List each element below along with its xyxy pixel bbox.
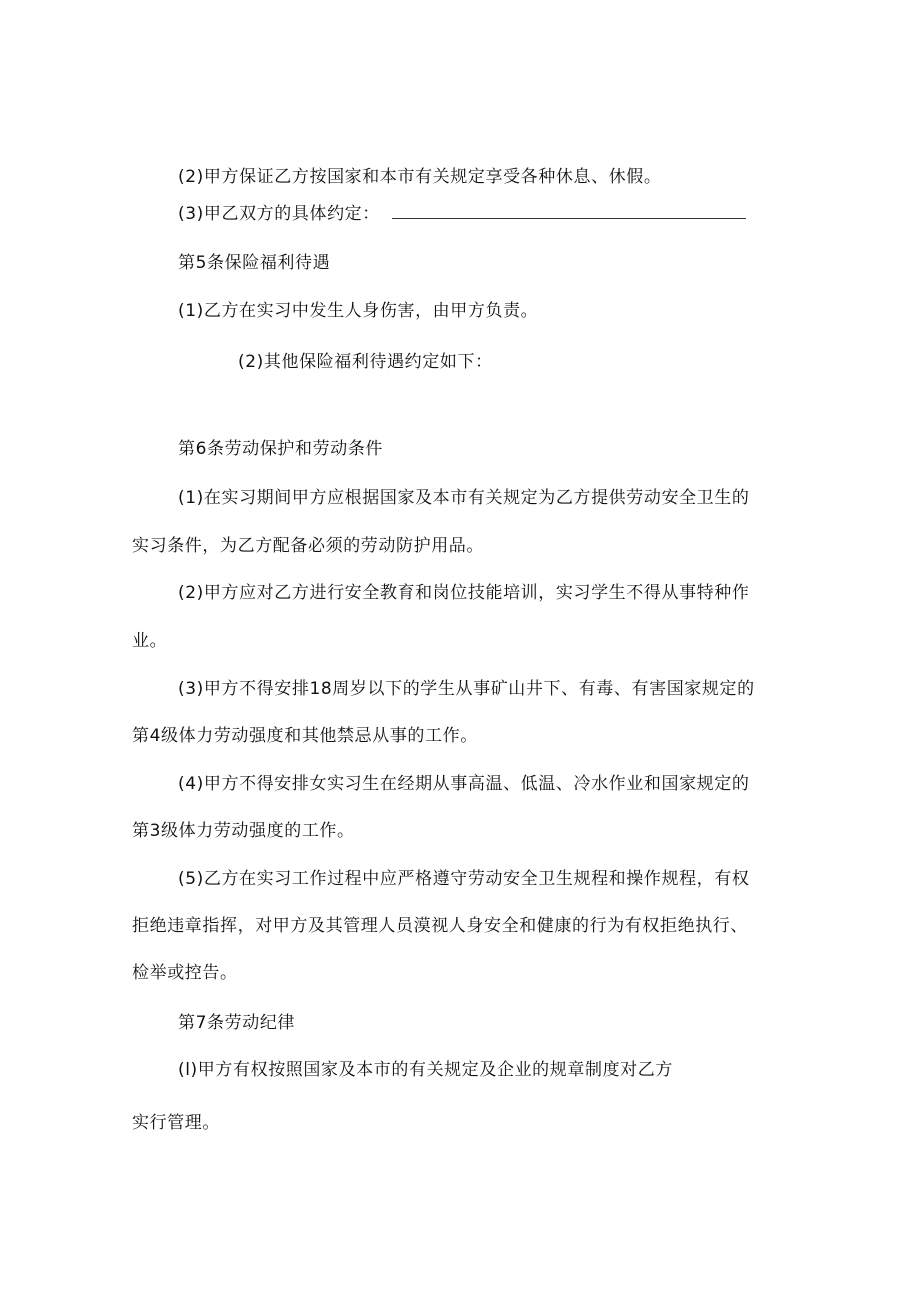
clause-4-item-3-label: (3)甲乙双方的具体约定： <box>178 204 380 224</box>
clause-4-item-2: (2)甲方保证乙方按国家和本市有关规定享受各种休息、休假。 <box>178 167 662 187</box>
clause-4-item-3 <box>178 203 746 225</box>
clause-6-item-1-line-1: (1)在实习期间甲方应根据国家及本市有关规定为乙方提供劳动安全卫生的 <box>178 488 750 508</box>
clause-7-item-1-line-2: 实行管理。 <box>132 1113 220 1133</box>
clause-6-item-5-line-3: 检举或控告。 <box>132 963 238 983</box>
clause-7-item-1-line-1: (l)甲方有权按照国家及本市的有关规定及企业的规章制度对乙方 <box>178 1060 673 1080</box>
clause-5-title: 第5条保险福利待遇 <box>178 253 331 273</box>
clause-6-item-5-line-1: (5)乙方在实习工作过程中应严格遵守劳动安全卫生规程和操作规程，有权 <box>178 869 750 889</box>
clause-6-item-2-line-1: (2)甲方应对乙方进行安全教育和岗位技能培训，实习学生不得从事特种作 <box>178 583 750 603</box>
clause-6-title: 第6条劳动保护和劳动条件 <box>178 439 384 459</box>
clause-6-item-4-line-1: (4)甲方不得安排女实习生在经期从事高温、低温、冷水作业和国家规定的 <box>178 774 750 794</box>
clause-7-title: 第7条劳动纪律 <box>178 1013 296 1033</box>
clause-5-item-2: (2)其他保险福利待遇约定如下： <box>238 352 493 372</box>
clause-5-item-1: (1)乙方在实习中发生人身伤害，由甲方负责。 <box>178 301 539 321</box>
clause-6-item-3-line-1: (3)甲方不得安排18周岁以下的学生从事矿山井下、有毒、有害国家规定的 <box>178 679 755 699</box>
clause-6-item-1-line-2: 实习条件，为乙方配备必须的劳动防护用品。 <box>132 536 484 556</box>
clause-6-item-4-line-2: 第3级体力劳动强度的工作。 <box>132 821 355 841</box>
clause-6-item-5-line-2: 拒绝违章指挥，对甲方及其管理人员漠视人身安全和健康的行为有权拒绝执行、 <box>132 916 748 936</box>
clause-6-item-2-line-2: 业。 <box>132 631 168 651</box>
blank-fill-line[interactable] <box>392 206 746 219</box>
clause-6-item-3-line-2: 第4级体力劳动强度和其他禁忌从事的工作。 <box>132 726 478 746</box>
